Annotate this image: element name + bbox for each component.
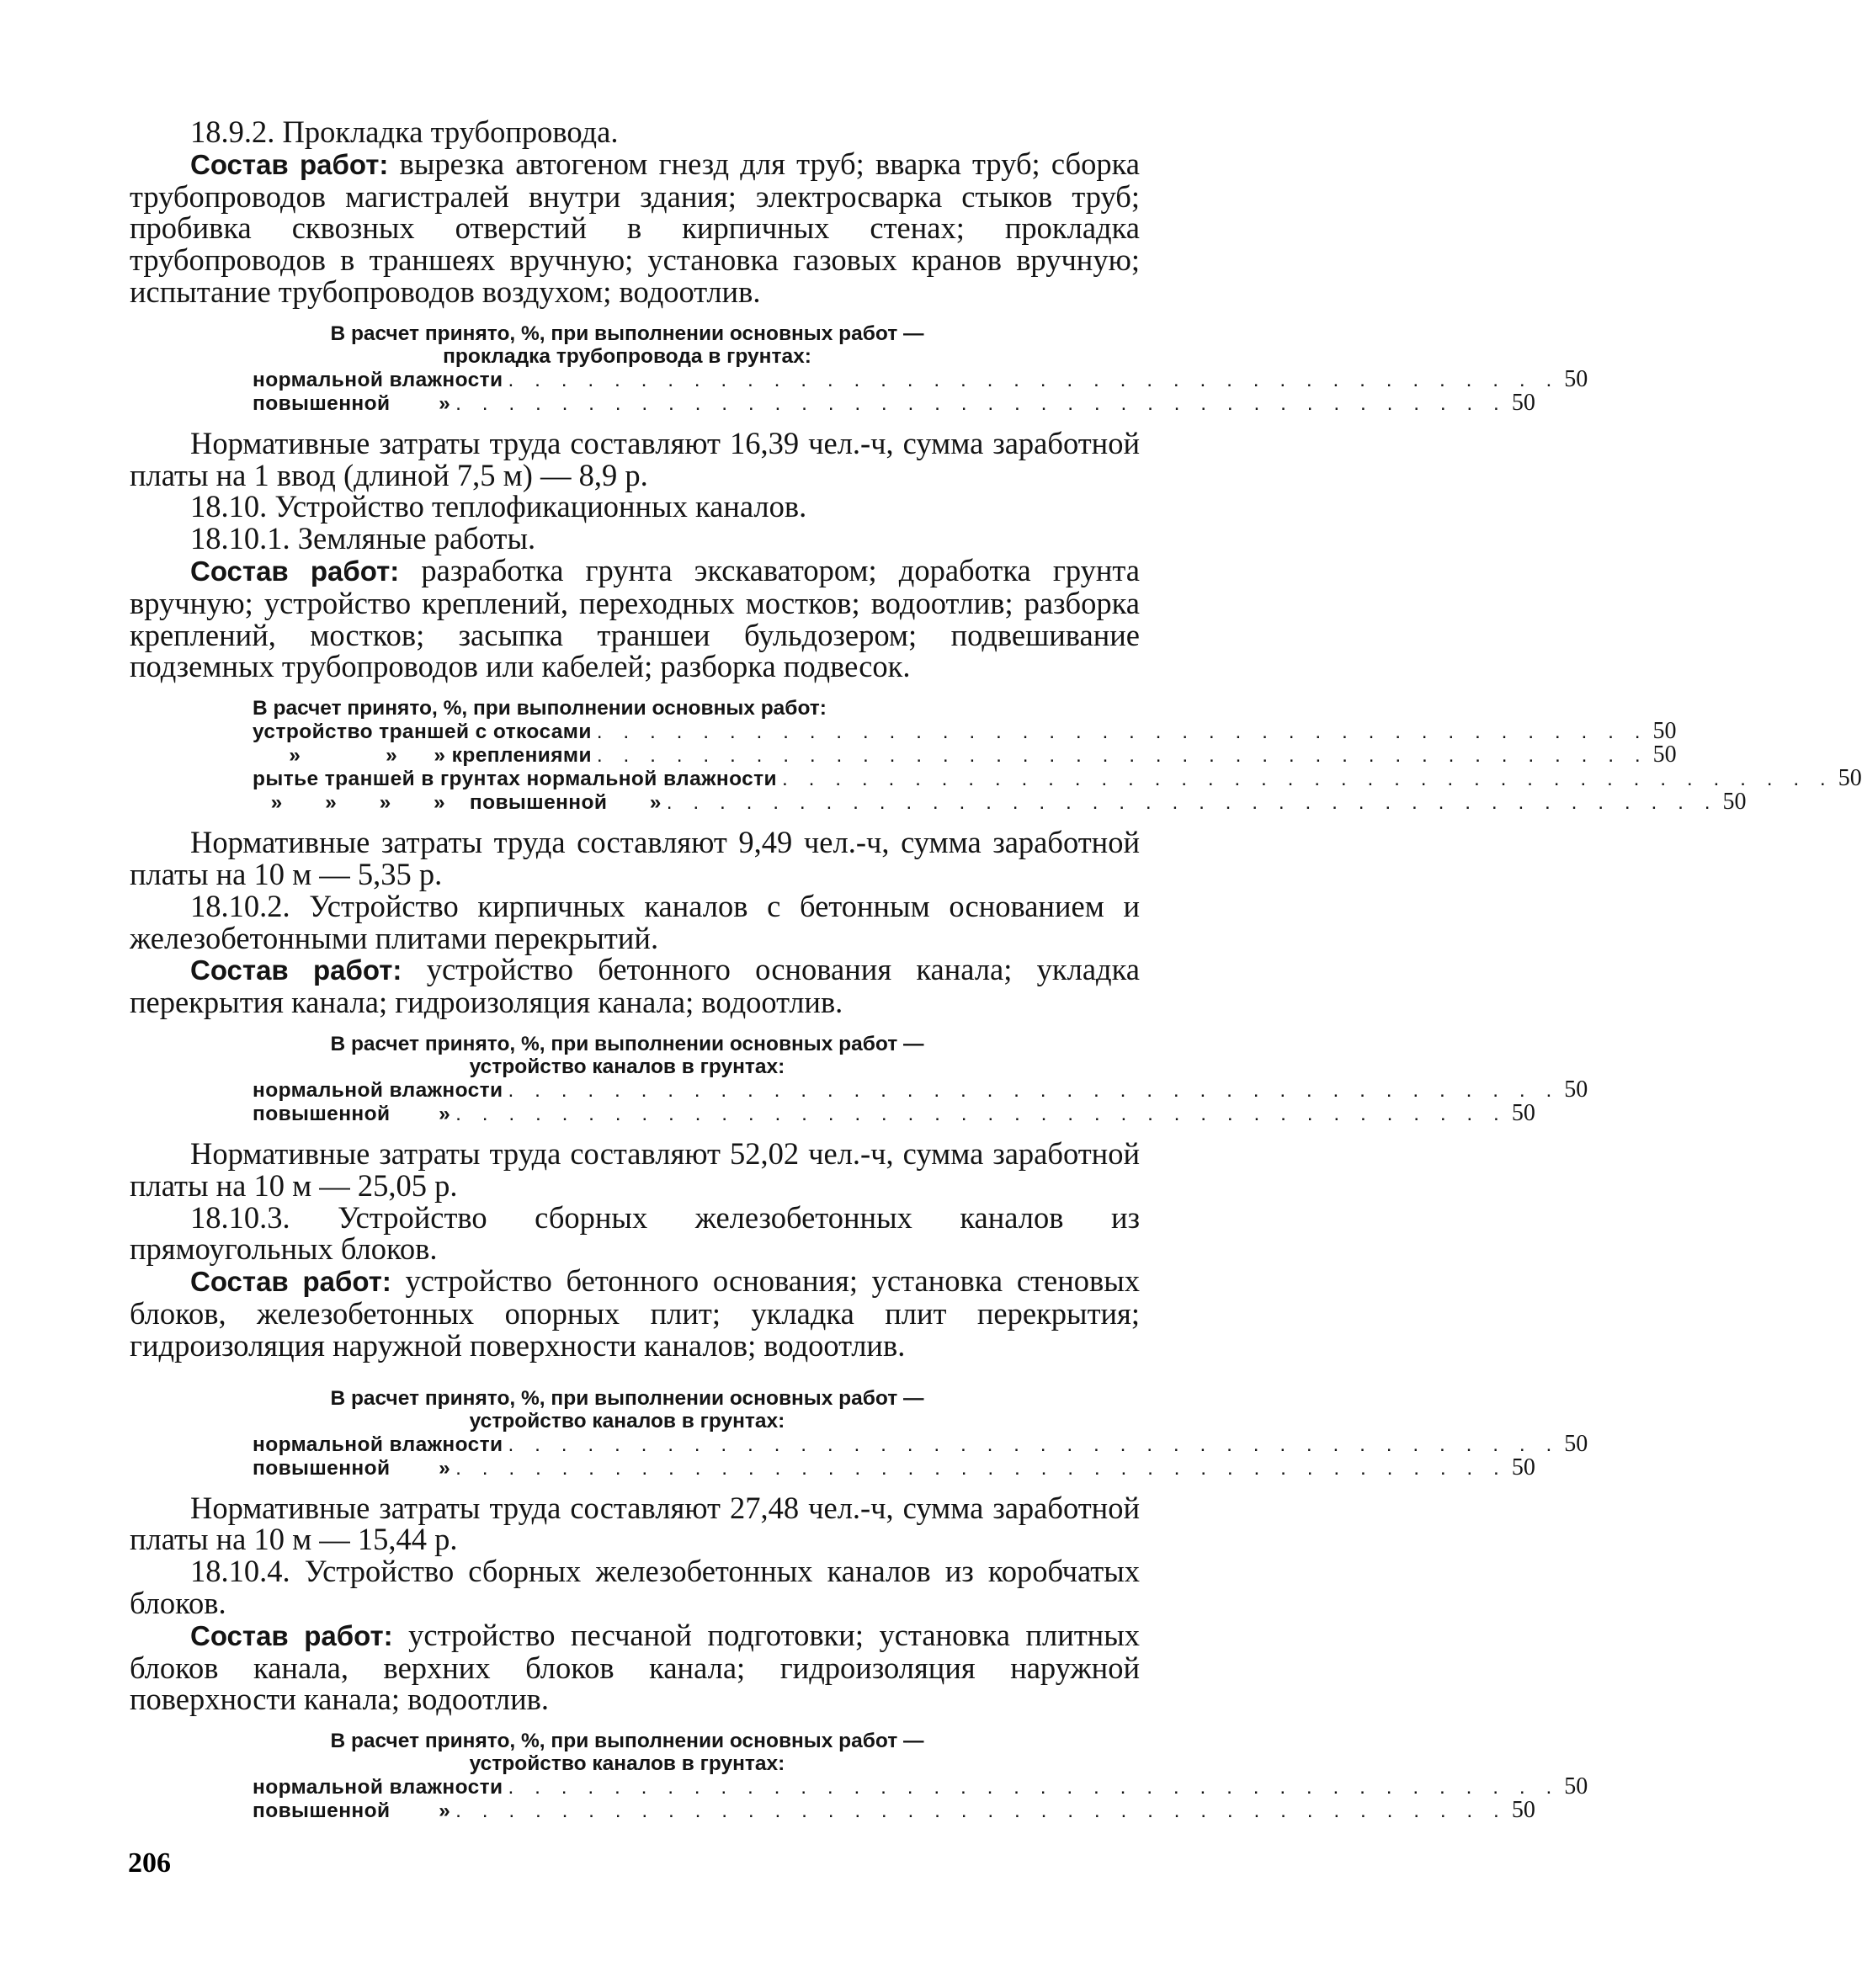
row-label: повышенной » bbox=[253, 391, 451, 415]
row-value: 50 bbox=[1511, 1454, 1535, 1480]
section-heading: 18.10.2. Устройство кирпичных каналов с бетонным основанием и железобетонными плитами перекрытий. bbox=[130, 888, 1140, 955]
row-label: » » » » повышенной » bbox=[253, 791, 662, 815]
row-label: нормальной влажности bbox=[253, 1433, 503, 1456]
composition-lead: Состав работ: bbox=[190, 1266, 391, 1298]
composition-paragraph bbox=[130, 1619, 1140, 1715]
section-18-10-1 bbox=[130, 521, 1862, 891]
composition-text: устройство бетонного основания; установка стеновых блоков, железобетонных опорных плит; укладка плит перекрытия; гидроизоляция наружной поверхности каналов; водоотлив. bbox=[130, 1263, 1140, 1363]
row-value: 50 bbox=[1511, 389, 1535, 416]
row-label: повышенной » bbox=[253, 1799, 451, 1823]
row-value: 50 bbox=[1564, 1773, 1588, 1800]
norm-paragraph: Нормативные затраты труда составляют 52,02 чел.-ч, сумма заработной платы на 10 м — 25,05 р. bbox=[130, 1135, 1140, 1203]
table-row bbox=[253, 1797, 1535, 1824]
percentage-table bbox=[253, 697, 1862, 816]
page-number: 206 bbox=[128, 1847, 171, 1879]
composition-text: вырезка автогеном гнезд для труб; вварка труб; сборка трубопроводов магистралей внутри здания; электросварка стыков труб; пробивка сквозных отверстий в кирпичных стенах; прокладка трубопроводов в траншеях вручную; установка газовых кранов вручную; испытание трубопроводов воздухом; водоотлив. bbox=[130, 146, 1140, 309]
row-value: 50 bbox=[1722, 789, 1747, 816]
table-caption: В расчет принято, %, при выполнении основных работ — bbox=[330, 1032, 924, 1055]
table-row bbox=[253, 365, 1588, 392]
table-row bbox=[253, 1454, 1535, 1480]
percentage-table bbox=[253, 1386, 1588, 1480]
row-label: нормальной влажности bbox=[253, 368, 503, 391]
row-value: 50 bbox=[1511, 1099, 1535, 1126]
table-row bbox=[253, 389, 1535, 416]
table-row bbox=[253, 1773, 1588, 1800]
row-label: повышенной » bbox=[253, 1102, 451, 1125]
leader-dots: . . . . . . . . . . . . . . . . . . . . . . . . . . . . . . . . . . . . . . . . bbox=[455, 1456, 1507, 1480]
row-label: нормальной влажности bbox=[253, 1078, 503, 1102]
composition-lead: Состав работ: bbox=[190, 1619, 393, 1651]
row-value: 50 bbox=[1511, 1797, 1535, 1824]
table-row bbox=[253, 1430, 1588, 1457]
table-caption: устройство каналов в грунтах: bbox=[469, 1409, 785, 1433]
row-value: 50 bbox=[1564, 1430, 1588, 1457]
section-heading: 18.10.1. Земляные работы. bbox=[190, 521, 536, 556]
table-caption: В расчет принято, %, при выполнении основных работ — bbox=[330, 322, 924, 345]
table-row bbox=[253, 765, 1862, 792]
section-heading: 18.9.2. Прокладка трубопровода. bbox=[190, 114, 619, 149]
section-18-10-2 bbox=[130, 888, 1588, 1203]
document-page bbox=[130, 114, 1862, 1824]
composition-paragraph bbox=[130, 148, 1140, 308]
section-heading: 18.10.4. Устройство сборных железобетонных каналов из коробчатых блоков. bbox=[130, 1554, 1140, 1620]
percentage-table bbox=[253, 322, 1588, 416]
composition-lead: Состав работ: bbox=[190, 148, 389, 180]
leader-dots: . . . . . . . . . . . . . . . . . . . . . . . . . . . . . . . . . . . . . . . . bbox=[782, 768, 1833, 791]
row-value: 50 bbox=[1652, 742, 1677, 768]
row-value: 50 bbox=[1564, 365, 1588, 392]
table-caption: В расчет принято, %, при выполнении основных работ: bbox=[253, 697, 827, 720]
composition-lead: Состав работ: bbox=[190, 954, 402, 986]
row-label: » » » креплениями bbox=[253, 744, 592, 768]
leader-dots: . . . . . . . . . . . . . . . . . . . . . . . . . . . . . . . . . . . . . . . . bbox=[508, 368, 1560, 391]
composition-text: устройство бетонного основания канала; укладка перекрытия канала; гидроизоляция канала; водоотлив. bbox=[130, 952, 1140, 1020]
table-caption: устройство каналов в грунтах: bbox=[469, 1055, 785, 1078]
composition-lead: Состав работ: bbox=[190, 555, 400, 587]
leader-dots: . . . . . . . . . . . . . . . . . . . . . . . . . . . . . . . . . . . . . . . . bbox=[455, 1102, 1507, 1125]
leader-dots: . . . . . . . . . . . . . . . . . . . . . . . . . . . . . . . . . . . . . . . . bbox=[508, 1078, 1560, 1102]
section-18-9-2 bbox=[130, 114, 1588, 492]
norm-paragraph: Нормативные затраты труда составляют 9,49 чел.-ч, сумма заработной платы на 10 м — 5,35 р. bbox=[130, 825, 1140, 891]
composition-text: устройство песчаной подготовки; установка плитных блоков канала, верхних блоков канала; гидроизоляция наружной поверхности канала; водоотлив. bbox=[130, 1617, 1140, 1717]
table-row bbox=[253, 718, 1677, 745]
norm-paragraph: Нормативные затраты труда составляют 27,48 чел.-ч, сумма заработной платы на 10 м — 15,44 р. bbox=[130, 1490, 1140, 1557]
percentage-table bbox=[253, 1032, 1588, 1126]
leader-dots: . . . . . . . . . . . . . . . . . . . . . . . . . . . . . . . . . . . . . . . . bbox=[596, 720, 1648, 744]
table-caption: устройство каналов в грунтах: bbox=[469, 1752, 785, 1776]
row-value: 50 bbox=[1564, 1076, 1588, 1103]
section-18-10-4 bbox=[130, 1554, 1588, 1824]
leader-dots: . . . . . . . . . . . . . . . . . . . . . . . . . . . . . . . . . . . . . . . . bbox=[508, 1776, 1560, 1799]
composition-paragraph bbox=[130, 954, 1140, 1018]
row-value: 50 bbox=[1652, 718, 1677, 745]
leader-dots: . . . . . . . . . . . . . . . . . . . . . . . . . . . . . . . . . . . . . . . . bbox=[455, 1799, 1507, 1823]
table-row bbox=[253, 1076, 1588, 1103]
row-label: рытье траншей в грунтах нормальной влажности bbox=[253, 768, 777, 791]
norm-paragraph: Нормативные затраты труда составляют 16,39 чел.-ч, сумма заработной платы на 1 ввод (длиной 7,5 м) — 8,9 р. bbox=[130, 425, 1140, 492]
leader-dots: . . . . . . . . . . . . . . . . . . . . . . . . . . . . . . . . . . . . . . . . bbox=[666, 791, 1718, 815]
table-caption: прокладка трубопровода в грунтах: bbox=[443, 344, 811, 368]
row-label: устройство траншей с откосами bbox=[253, 720, 592, 744]
section-18-10-3 bbox=[130, 1199, 1588, 1557]
composition-text: разработка грунта экскаватором; доработка грунта вручную; устройство креплений, переходных мостков; водоотлив; разборка креплений, мостков; засыпка траншеи бульдозером; подвешивание подземных трубопроводов или кабелей; разборка подвесок. bbox=[130, 552, 1140, 684]
composition-paragraph bbox=[130, 552, 1140, 684]
leader-dots: . . . . . . . . . . . . . . . . . . . . . . . . . . . . . . . . . . . . . . . . bbox=[455, 391, 1507, 415]
table-row bbox=[253, 742, 1677, 768]
section-heading: 18.10.3. Устройство сборных железобетонных каналов из прямоугольных блоков. bbox=[130, 1199, 1140, 1267]
row-value: 50 bbox=[1838, 765, 1862, 792]
table-row bbox=[253, 789, 1747, 816]
table-caption: В расчет принято, %, при выполнении основных работ — bbox=[330, 1386, 924, 1410]
table-row bbox=[253, 1099, 1535, 1126]
leader-dots: . . . . . . . . . . . . . . . . . . . . . . . . . . . . . . . . . . . . . . . . bbox=[508, 1433, 1560, 1456]
percentage-table bbox=[253, 1730, 1588, 1824]
row-label: повышенной » bbox=[253, 1456, 451, 1480]
composition-paragraph bbox=[130, 1265, 1140, 1361]
leader-dots: . . . . . . . . . . . . . . . . . . . . . . . . . . . . . . . . . . . . . . . . bbox=[596, 744, 1648, 768]
row-label: нормальной влажности bbox=[253, 1776, 503, 1799]
table-caption: В расчет принято, %, при выполнении основных работ — bbox=[330, 1730, 924, 1753]
section-heading: 18.10. Устройство теплофикационных каналов. bbox=[190, 489, 807, 524]
